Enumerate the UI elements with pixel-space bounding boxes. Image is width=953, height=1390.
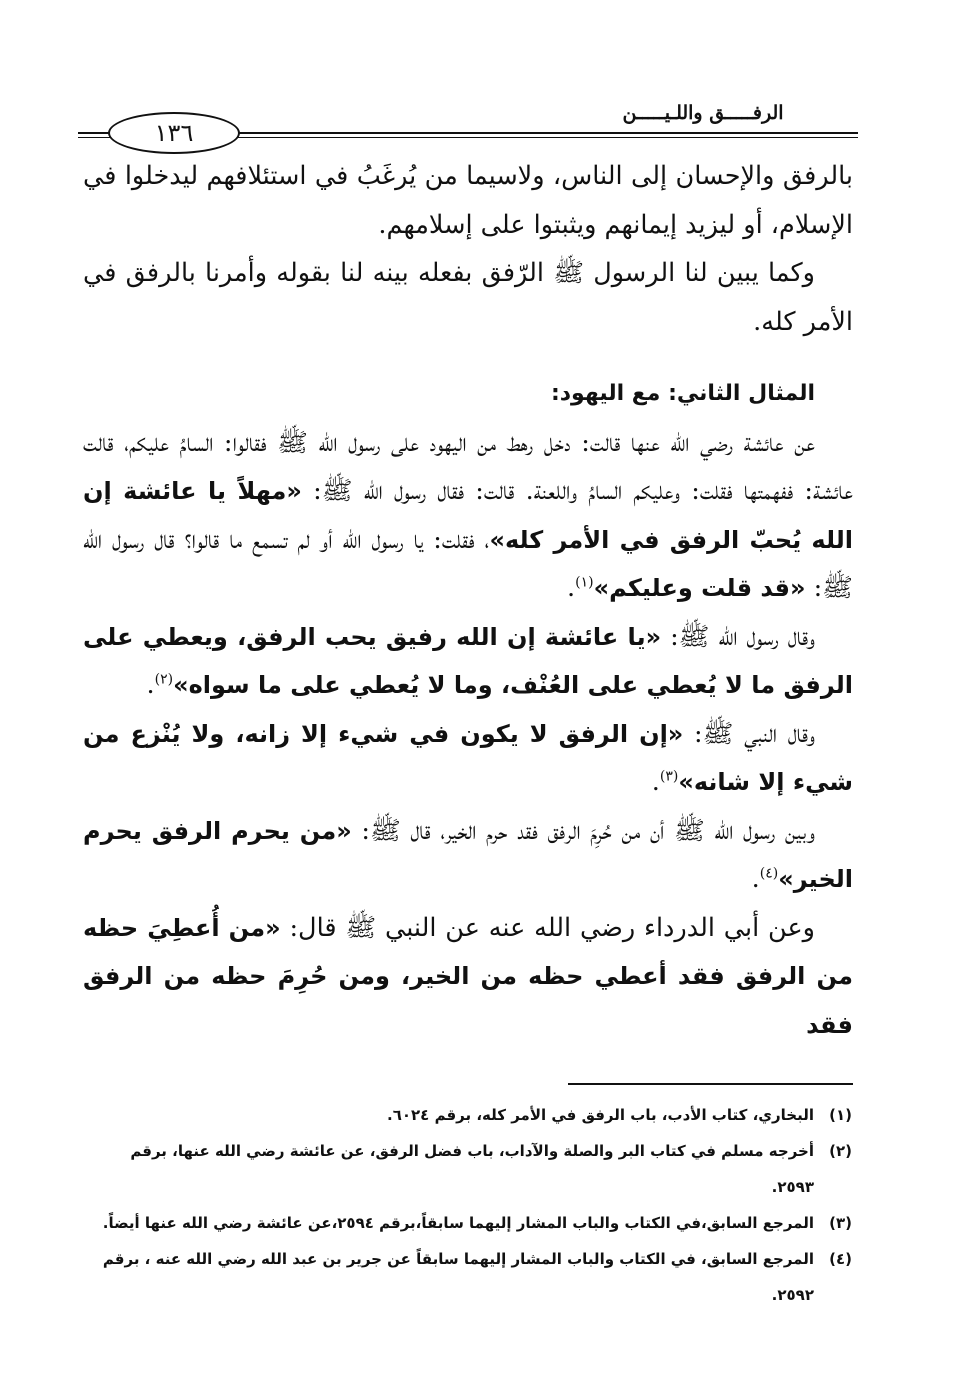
paragraph-6-text: وبين رسول الله ﷺ أن من حُرِمَ الرفق فقد حرم الخير، قال ﷺ: — [351, 815, 815, 846]
main-text — [83, 152, 853, 1049]
footnote-separator — [568, 1083, 853, 1085]
paragraph-3 — [83, 419, 853, 613]
paragraph-6-end: . — [751, 864, 760, 894]
hadith-quote-6: «من أُعطِيَ حظه من الرفق فقد أعطي حظه من الخير، ومن حُرِمَ حظه من الرفق فقد — [83, 913, 853, 1039]
paragraph-5 — [83, 710, 853, 807]
footnote-text: البخاري، كتاب الأدب، باب الرفق في الأمر كله، برقم ٦٠٢٤. — [387, 1106, 814, 1124]
footnote-text: المرجع السابق،في الكتاب والباب المشار إليهما سابقاً،برقم ٢٥٩٤،عن عائشة رضي الله عنها أيضاً. — [102, 1214, 814, 1232]
footnote-number: (٢) — [829, 1142, 852, 1160]
hadith-quote-1: «مهلاً يا عائشة إن الله يُحبّ الرفق في الأمر كله» — [83, 477, 854, 554]
paragraph-5-end: . — [651, 767, 660, 797]
paragraph-4 — [83, 613, 853, 710]
section-heading: المثال الثاني: مع اليهود: — [550, 381, 815, 406]
paragraph-2: وكما يبين لنا الرسول ﷺ الرّفق بفعله بينه لنا بقوله وأمرنا بالرفق في الأمر كله. — [83, 258, 853, 337]
paragraph-4-end: . — [146, 670, 155, 700]
hadith-quote-2: «قد قلت وعليكم» — [593, 574, 806, 602]
page-number: ١٣٦ — [108, 112, 240, 154]
running-title: الرفـــــق واللـيـــــن — [622, 102, 784, 124]
footnote-2 — [90, 1133, 852, 1205]
paragraph-6 — [83, 807, 853, 904]
paragraph-7-text: وعن أبي الدرداء رضي الله عنه عن النبي ﷺ قال: — [280, 912, 815, 943]
footnote-text: أخرجه مسلم في كتاب البر والصلة والآداب، باب فضل الرفق، عن عائشة رضي الله عنها، برقم ٢٥٩٣. — [130, 1142, 814, 1196]
paragraph-5-text: وقال النبي ﷺ: — [683, 718, 815, 749]
footnote-number: (٤) — [829, 1250, 852, 1268]
footnote-text: المرجع السابق، في الكتاب والباب المشار إليهما سابقاً عن جرير بن عبد الله رضي الله عنه ، برقم ٢٥٩٢. — [102, 1250, 814, 1304]
paragraph-7 — [83, 904, 853, 1050]
paragraph-3-text-a: عن عائشة رضي الله عنها قالت: دخل رهط من اليهود على رسول الله ﷺ فقالوا: السامُ عليكم، قالت عائشة: ففهمتها فقلت: وعليكم السامُ واللعنة. قالت: فقال رسول الله ﷺ: — [83, 427, 853, 506]
paragraph-4-text: وقال رسول الله ﷺ: — [661, 621, 815, 652]
footnote-3 — [90, 1205, 852, 1241]
footnote-number: (١) — [829, 1106, 852, 1124]
hadith-quote-3: «يا عائشة إن الله رفيق يحب الرفق، ويعطي على الرفق ما لا يُعطي على العُنْف، وما لا يُعطي على ما سواه» — [83, 622, 853, 699]
paragraph-3-end: . — [567, 573, 576, 603]
footnote-ref-3[interactable]: (٣) — [659, 768, 679, 785]
footnote-number: (٣) — [829, 1214, 852, 1232]
footnote-ref-1[interactable]: (١) — [575, 574, 594, 591]
footnote-4 — [90, 1241, 852, 1313]
hadith-quote-4: «إن الرفق لا يكون في شيء إلا زانه، ولا يُنْزع من شيء إلا شانه» — [83, 719, 853, 796]
page-header — [78, 98, 858, 150]
hadith-quote-5: «من يحرم الرفق يحرم الخير» — [83, 816, 853, 893]
paragraph-3-text-b: ، فقلت: يا رسول الله أو لم تسمع ما قالوا؟ قال رسول الله ﷺ: — [83, 524, 853, 603]
footnote-ref-2[interactable]: (٢) — [154, 671, 174, 688]
footnote-1 — [90, 1097, 852, 1133]
footnote-ref-4[interactable]: (٤) — [759, 865, 779, 882]
paragraph-1: بالرفق والإحسان إلى الناس، ولاسيما من يُرغَبُ في استئلافهم ليدخلوا في الإسلام، أو ليزيد إيمانهم ويثبتوا على إسلامهم. — [83, 161, 853, 240]
footnotes — [90, 1097, 852, 1313]
